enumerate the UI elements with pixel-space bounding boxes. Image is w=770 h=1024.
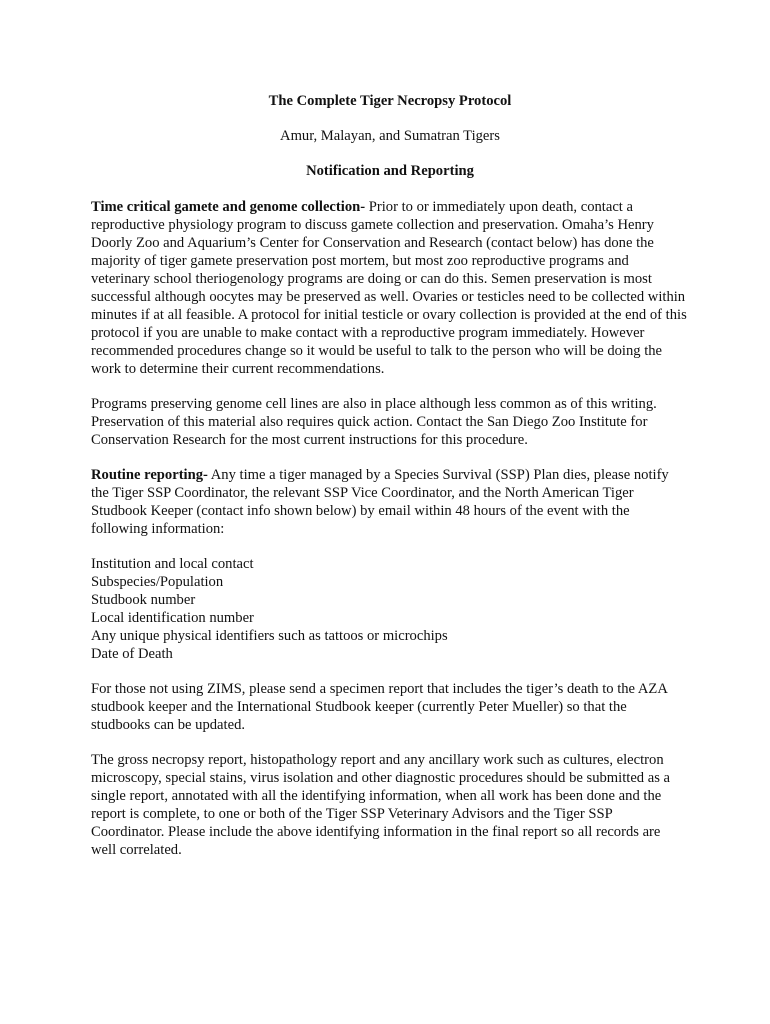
paragraph-text: Prior to or immediately upon death, contact a reproductive physiology program to discuss gamete collection and preservation. Omaha’s Henry Doorly Zoo and Aquarium’s Center for Conservation and Research (contact below) has done the majority of tiger gamete preservation post mortem, but most zoo reproductive programs and veterinary school theriogenology programs are doing or can do this. Semen preservation is most successful although oocytes may be preserved as well. Ovaries or testicles need to be collected within minutes if at all feasible. A protocol for initial testicle or ovary collection is provided at the end of this protocol if you are unable to make contact with a reproductive program immediately. However recommended procedures change so it would be useful to talk to the person who will be doing the work to determine their current recommendations. xyxy=(91,199,687,377)
paragraph-text: Any time a tiger managed by a Species Survival (SSP) Plan dies, please notify the Tiger SSP Coordinator, the relevant SSP Vice Coordinator, and the North American Tiger Studbook Keeper (contact info shown below) by email within 48 hours of the event with the following information: xyxy=(91,467,669,537)
required-info-list xyxy=(91,555,689,663)
list-item: Subspecies/Population xyxy=(91,574,224,590)
list-item: Date of Death xyxy=(91,646,173,662)
paragraph-routine-reporting xyxy=(91,466,689,538)
list-item: Institution and local contact xyxy=(91,556,254,572)
paragraph-lead: Time critical gamete and genome collection- xyxy=(91,199,366,215)
paragraph-gamete-collection xyxy=(91,198,689,378)
paragraph-lead: Routine reporting- xyxy=(91,467,208,483)
list-item: Studbook number xyxy=(91,592,196,608)
document-title: The Complete Tiger Necropsy Protocol xyxy=(268,93,512,109)
paragraph-genome-cell-lines xyxy=(91,395,689,449)
list-item: Local identification number xyxy=(91,610,254,626)
list-item: Any unique physical identifiers such as tattoos or microchips xyxy=(91,628,448,644)
section-heading: Notification and Reporting xyxy=(306,163,474,179)
document-subtitle: Amur, Malayan, and Sumatran Tigers xyxy=(280,128,500,144)
document-page xyxy=(91,92,689,876)
paragraph-final-report: The gross necropsy report, histopathology report and any ancillary work such as cultures, electron microscopy, special stains, virus isolation and other diagnostic procedures should be submitted as a single report, annotated with all the identifying information, when all work has been done and the report is complete, to one or both of the Tiger SSP Veterinary Advisors and the Tiger SSP Coordinator. Please include the above identifying information in the final report so all records are well correlated. xyxy=(91,752,671,858)
paragraph-zims-reporting: For those not using ZIMS, please send a specimen report that includes the tiger’s death to the AZA studbook keeper and the International Studbook keeper (currently Peter Mueller) so that the studbooks can be updated. xyxy=(91,681,668,733)
paragraph-text: Programs preserving genome cell lines are also in place although less common as of this writing. Preservation of this material also requires quick action. Contact the San Diego Zoo Institute for Conservation Research for the most current instructions for this procedure. xyxy=(91,396,657,448)
